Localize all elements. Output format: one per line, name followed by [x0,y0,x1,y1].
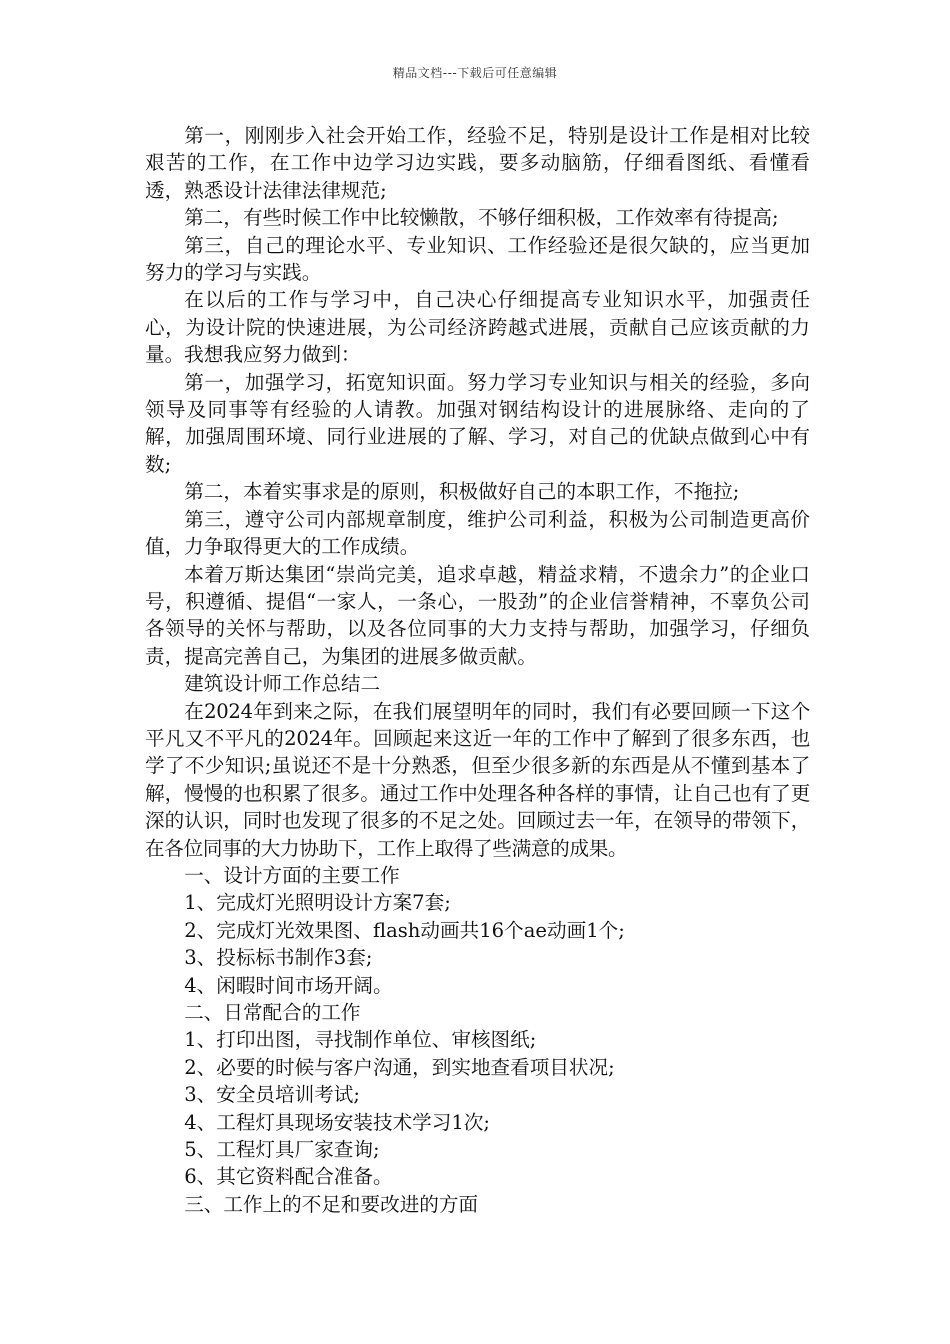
document-body [145,122,810,1218]
page-header: 精品文档---下载后可任意编辑 [392,66,558,80]
paragraph: 在以后的工作与学习中，自己决心仔细提高专业知识水平，加强责任心，为设计院的快速进展，为公司经济跨越式进展，贡献自己应该贡献的力量。我想我应努力做到： [145,288,810,367]
list-item: 1、打印出图，寻找制作单位、审核图纸; [184,1028,537,1052]
list-item: 4、工程灯具现场安装技术学习1次; [184,1110,491,1134]
section-title: 建筑设计师工作总结二 [184,672,381,696]
section-heading: 二、日常配合的工作 [184,1001,361,1024]
list-item: 2、完成灯光效果图、flash动画共16个ae动画1个; [184,918,625,942]
list-item: 3、安全员培训考试; [184,1083,361,1107]
paragraph: 本着万斯达集团“崇尚完美，追求卓越，精益求精，不遗余力”的企业口号，积遵循、提倡“一家人，一条心，一股劲”的企业信誉精神，不辜负公司各领导的关怀与帮助，以及各位同事的大力支持与帮助，加强学习，仔细负责，提高完善自己，为集团的进展多做贡献。 [145,562,810,668]
paragraph: 第一，加强学习，拓宽知识面。努力学习专业知识与相关的经验，多向领导及同事等有经验的人请教。加强对钢结构设计的进展脉络、走向的了解，加强周围环境、同行业进展的了解、学习，对自己的优缺点做到心中有数; [145,370,810,476]
paragraph: 第三，遵守公司内部规章制度，维护公司利益，积极为公司制造更高价值，力争取得更大的工作成绩。 [145,507,810,559]
list-item: 5、工程灯具厂家查询; [184,1138,380,1162]
paragraph: 第三，自己的理论水平、专业知识、工作经验还是很欠缺的，应当更加努力的学习与实践。 [145,233,810,285]
section-heading: 一、设计方面的主要工作 [184,863,400,887]
list-item: 4、闲暇时间市场开阔。 [184,973,393,997]
paragraph: 第一，刚刚步入社会开始工作，经验不足，特别是设计工作是相对比较艰苦的工作，在工作中边学习边实践，要多动脑筋，仔细看图纸、看懂看透，熟悉设计法律法律规范; [145,124,810,202]
paragraph: 在2024年到来之际，在我们展望明年的同时，我们有必要回顾一下这个平凡又不平凡的2024年。回顾起来这近一年的工作中了解到了很多东西，也学了不少知识;虽说还不是十分熟悉，但至少很多新的东西是从不懂到基本了解，慢慢的也积累了很多。通过工作中处理各种各样的事情，让自己也有了更深的认识，同时也发现了很多的不足之处。回顾过去一年，在领导的带领下，在各位同事的大力协助下，工作上取得了些满意的成果。 [145,699,810,860]
list-item: 2、必要的时候与客户沟通，到实地查看项目状况; [184,1055,615,1079]
paragraph: 第二，本着实事求是的原则，积极做好自己的本职工作，不拖拉; [184,480,740,504]
list-item: 3、投标标书制作3套; [184,946,373,970]
list-item: 1、完成灯光照明设计方案7套; [184,891,451,915]
list-item: 6、其它资料配合准备。 [184,1165,393,1189]
paragraph: 第二，有些时候工作中比较懒散，不够仔细积极，工作效率有待提高; [184,206,779,230]
section-heading: 三、工作上的不足和要改进的方面 [184,1192,479,1216]
